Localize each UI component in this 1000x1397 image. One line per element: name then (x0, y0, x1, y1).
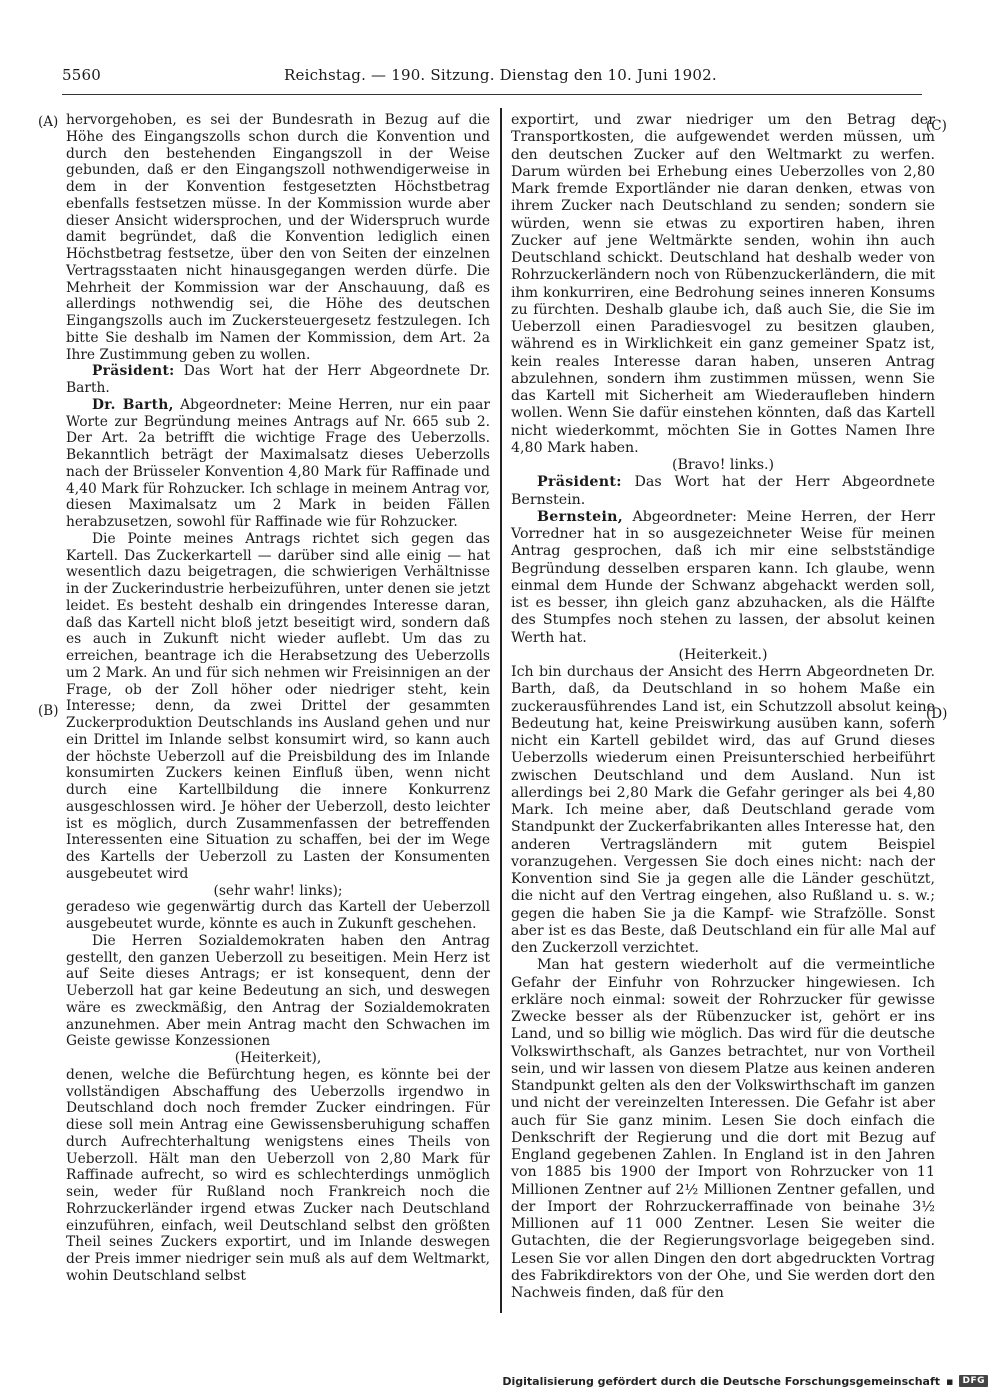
speaker-paragraph (511, 474, 935, 509)
paragraph-text: geradeso wie gegenwärtig durch das Kartell der Ueberzoll ausgebeutet wurde, könnte es auch in Zukunft geschehen. (66, 899, 490, 932)
right-text-column (511, 112, 935, 1302)
running-title: Reichstag. — 190. Sitzung. Dienstag den 10. Juni 1902. (284, 66, 717, 84)
paragraph (66, 899, 490, 933)
paragraph-text: exportirt, und zwar niedriger um den Betrag der Transportkosten, die aufgewendet werden müssen, um den deutschen Zucker auf den Weltmarkt zu werfen. Darum würden bei Erhebung eines Ueberzolles von 2,80 Mark fremde Exportländer nie daran denken, etwas von ihrem Zucker nach Deutschland zu senden; sondern sie würden, wenn sie etwas zu exportiren haben, ihren Zucker auf jene Weltmärkte senden, wohin ihn auch Deutschland schickt. Deutschland hat deshalb weder von Rohrzuckerländern noch von Rübenzuckerländern, die mit ihm konkurriren, eine Bedrohung seines inneren Konsums zu fürchten. Deshalb glaube ich, daß auch Sie, die Sie im Ueberzoll einen Paradiesvogel zu besitzen glauben, während es in Wirklichkeit ein ganz gemeiner Spatz ist, kein reales Interesse daran haben, unseren Antrag abzulehnen, sondern ihm zustimmen müssen, wenn Sie das Kartell mit Sicherheit am Wiederaufleben hindern wollen. Wenn Sie dafür einstehen könnten, daß das Kartell nicht wiederkommt, möchten Sie in Gottes Namen Ihre 4,80 Mark haben. (511, 112, 935, 456)
interjection (511, 647, 935, 664)
interjection (511, 457, 935, 474)
paragraph-text: (Heiterkeit.) (678, 646, 768, 663)
page-number: 5560 (62, 66, 101, 84)
paragraph-text: Abgeordneter: Meine Herren, nur ein paar Worte zur Begründung meines Antrags auf Nr. 665 sub 2. Der Art. 2a betrifft die wichtige Frage des Ueberzolls. Bekanntlich beträgt der Maximalsatz dieses Ueberzolls nach der Brüsseler Konvention 4,80 Mark für Raffinade und 4,40 Mark für Rohzucker. Ich schlage in meinem Antrag vor, diesen Maximalsatz um 2 Mark in beiden Fällen herabzusetzen, sowohl für Raffinade wie für Rohzucker. (66, 396, 490, 530)
paragraph (66, 531, 490, 883)
paragraph-text: Das Wort hat der Herr Abgeordnete Bernstein. (511, 474, 935, 508)
paragraph-text: Die Herren Sozialdemokraten haben den Antrag gestellt, den ganzen Ueberzoll zu beseitigen. Mein Herz ist auf Seite dieses Antrags; er ist konsequent, denn der Ueberzoll hat gar keine Bedeutung an sich, und deswegen wäre es zweckmäßig, den Antrag der Sozialdemokraten anzunehmen. Aber mein Antrag macht den Schwachen im Geiste gewisse Konzessionen (66, 932, 490, 1050)
paragraph-text: Ich bin durchaus der Ansicht des Herrn Abgeordneten Dr. Barth, daß, da Deutschland in so hohem Maße ein zuckerausführendes Land ist, ein Schutzzoll absolut keine Bedeutung hat, keine Preiswirkung ausüben kann, sofern nicht ein Kartell gebildet wird, das auf Grund dieses Ueberzolls wiederum einen Preisunterschied herbeiführt zwischen Deutschland und dem Ausland. Nun ist allerdings bei 2,80 Mark die Gefahr geringer als bei 4,80 Mark. Ich meine aber, daß Deutschland gerade vom Standpunkt der Zuckerfabrikanten alles Interesse hat, den anderen Vertragsländern mit gutem Beispiel voranzugehen. Vergessen Sie doch eines nicht: nach der Konvention sind Sie ja gegen alle die Länder geschützt, die nicht auf den Vertrag eingehen, also Rußland u. s. w.; gegen die haben Sie ja die Kampf- wie Strafzölle. Sonst aber ist es das Beste, daß Deutschland ein für alle Mal auf den Zuckerzoll verzichtet. (511, 664, 935, 956)
paragraph-text: (sehr wahr! links); (213, 882, 343, 899)
paragraph (511, 112, 935, 457)
margin-marker-b: (B) (38, 703, 59, 719)
paragraph (511, 957, 935, 1302)
speaker-paragraph (511, 509, 935, 647)
paragraph-text: hervorgehoben, es sei der Bundesrath in Bezug auf die Höhe des Eingangszolls schon durch die Konvention und durch den bestehenden Eingangszoll in der Weise gebunden, daß er den Eingangszoll nothwendigerweise in dem in der Konvention festgesetzten Höchstbetrag ebenfalls festsetzen müsse. In der Kommission wurde aber dieser Ansicht widersprochen, und der Widerspruch wurde damit begründet, daß die Konvention lediglich einen Höchstbetrag festsetze, über den von Seiten der einzelnen Vertragsstaaten nicht hinausgegangen werden dürfe. Die Mehrheit der Kommission war der Anschauung, daß es allerdings nothwendig sei, die Höhe des deutschen Eingangszolls auch im Zuckersteuergesetz festzulegen. Ich bitte Sie deshalb im Namen der Kommission, dem Art. 2a Ihre Zustimmung geben zu wollen. (66, 112, 490, 363)
column-divider (500, 108, 502, 1313)
margin-marker-d: (D) (926, 706, 948, 722)
paragraph (66, 112, 490, 363)
interjection (66, 883, 490, 900)
speaker-paragraph (66, 397, 490, 531)
paragraph-text: Man hat gestern wiederholt auf die vermeintliche Gefahr der Einfuhr von Rohrzucker hingewiesen. Ich erkläre noch einmal: soweit der Rohrzucker für gewisse Zwecke besser als der Rübenzucker ist, gehört er ins Land, und so billig wie möglich. Das wird für die deutsche Volkswirthschaft, als Ganzes betrachtet, nur von Vortheil sein, und wir lassen von diesem Platze aus keinen anderen Standpunkt gelten als den der Volkswirthschaft im ganzen und nicht der vereinzelten Interessen. Die Gefahr ist aber auch für Sie ganz minim. Lesen Sie doch einfach die Denkschrift der Regierung und die dort mit Bezug auf England gegebenen Zahlen. In England ist in den Jahren von 1885 bis 1900 der Import von Rohrzucker von 11 Millionen Zentner auf 2½ Millionen Zentner gefallen, und der Import der Rohrzuckerraffinade von beinahe 3½ Millionen auf 11 000 Zentner. Lesen Sie weiter die Gutachten, die der Regierungsvorlage beigegeben sind. Lesen Sie vor allen Dingen den dort abgedruckten Vortrag des Fabrikdirektors von der Ohe, und Sie werden dort den Nachweis finden, daß für den (511, 957, 935, 1301)
footer-credit: Digitalisierung gefördert durch die Deutsche Forschungsgemeinschaft (502, 1374, 941, 1388)
dfg-logo: DFG (959, 1375, 988, 1387)
speaker-name: Präsident: (537, 474, 622, 491)
paragraph (66, 933, 490, 1050)
speaker-name: Bernstein, (537, 508, 624, 525)
left-text-column (66, 112, 490, 1285)
paragraph-text: (Bravo! links.) (671, 457, 775, 473)
speaker-name: Dr. Barth, (92, 396, 174, 413)
paragraph-text: Das Wort hat der Herr Abgeordnete Dr. Barth. (66, 363, 490, 396)
speaker-name: Präsident: (92, 363, 175, 380)
paragraph-text: (Heiterkeit), (234, 1050, 322, 1066)
speaker-paragraph (66, 363, 490, 397)
page-header (62, 66, 922, 90)
paragraph (511, 664, 935, 957)
paragraph-text: Die Pointe meines Antrags richtet sich gegen das Kartell. Das Zuckerkartell — darüber sind alle einig — hat wesentlich dazu beigetragen, die schwierigen Verhältnisse in der Zuckerindustrie herbeizuführen, unter denen sie jetzt leidet. Es besteht deshalb ein dringendes Interesse daran, daß das Kartell nicht bloß jetzt beseitigt wird, sondern daß es auch in Zukunft nicht wieder auflebt. Um das zu erreichen, beantrage ich die Herabsetzung des Ueberzolls um 2 Mark. An und für sich nehmen wir Freisinnigen an der Frage, ob der Zoll höher oder niedriger steht, kein Interesse; denn, da zwei Drittel der gesammten Zuckerproduktion Deutschlands ins Ausland gehen und nur ein Drittel im Inlande selbst konsumirt wird, so kann auch der höchste Ueberzoll auf die Preisbildung des im Inlande konsumirten Zuckers keinen Einfluß üben, wenn nicht durch eine Kartellbildung die innere Konkurrenz ausgeschlossen wird. Je höher der Ueberzoll, desto leichter ist es möglich, durch Zusammenfassen der betreffenden Interessenten eine Situation zu schaffen, bei der im Wege des Kartells der Ueberzoll zu Lasten der Konsumenten ausgebeutet wird (66, 530, 490, 882)
interjection (66, 1050, 490, 1067)
page-footer (502, 1373, 988, 1389)
header-rule (62, 94, 922, 95)
footer-separator: ▪ (946, 1374, 954, 1388)
paragraph (66, 1067, 490, 1285)
paragraph-text: Abgeordneter: Meine Herren, der Herr Vorredner hat in so ausgezeichneter Weise für meinen Antrag gesprochen, daß ich mir eine selbstständige Begründung desselben ersparen kann. Ich glaube, wenn einmal dem Hunde der Schwanz abgehackt werden soll, ist es besser, ihn gleich ganz abzuhacken, als die Hälfte des Stumpfes noch stehen zu lassen, der absolut keinen Werth hat. (511, 508, 935, 646)
margin-marker-a: (A) (38, 114, 59, 130)
margin-marker-c: (C) (926, 118, 947, 134)
paragraph-text: denen, welche die Befürchtung hegen, es könnte bei der vollständigen Abschaffung des Ueberzolls irgendwo in Deutschland doch noch fremder Zucker eindringen. Für diese soll mein Antrag eine Gewissensberuhigung schaffen durch Aufrechterhaltung wenigstens eines Theils von Ueberzoll. Hält man den Ueberzoll von 2,80 Mark für Raffinade aufrecht, so wird es schlechterdings unmöglich sein, weder für Rußland noch Frankreich noch die Rohrzuckerländer irgend etwas Zucker nach Deutschland einzuführen, einfach, weil Deutschland selbst den größten Theil seines Zuckers exportirt, und im Inlande deswegen der Preis immer niedriger sein muß als auf dem Weltmarkt, wohin Deutschland selbst (66, 1066, 490, 1284)
